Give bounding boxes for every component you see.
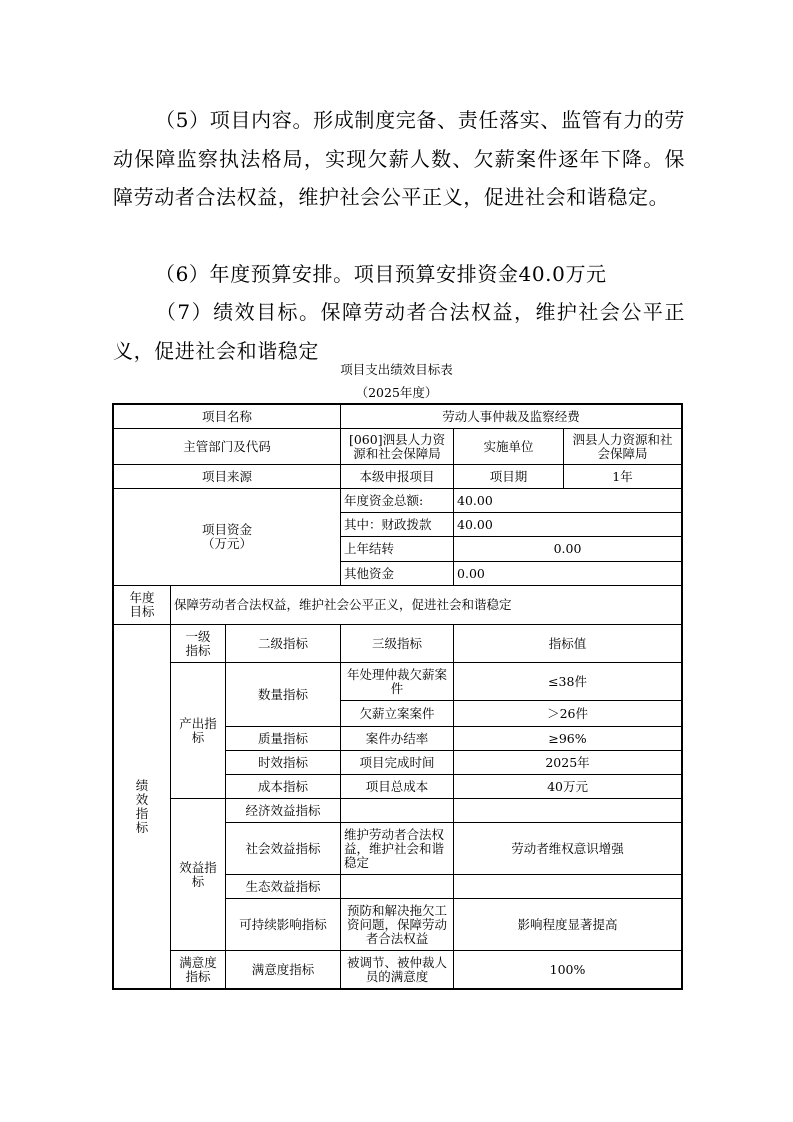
eco-indicator-label: 生态效益指标 [226, 875, 341, 899]
quantity-indicator-label: 数量指标 [226, 663, 341, 727]
timeliness-indicator-label: 时效指标 [226, 751, 341, 775]
timeliness-name: 项目完成时间 [341, 751, 454, 775]
satisfaction-value: 100% [454, 951, 682, 989]
table-row [114, 799, 682, 823]
impl-value: 泗县人力资源和社会保障局 [564, 429, 682, 465]
benefit-indicator-label: 效益指 标 [171, 799, 226, 951]
social-name: 维护劳动者合法权益，维护社会和谐稳定 [341, 823, 454, 875]
social-indicator-label: 社会效益指标 [226, 823, 341, 875]
source-value: 本级申报项目 [341, 465, 454, 489]
table-row [114, 465, 682, 489]
q2-name: 欠薪立案案件 [341, 701, 454, 727]
quality-value: ≥96% [454, 727, 682, 751]
funds-other-label: 其他资金 [341, 562, 454, 586]
social-value: 劳动者维权意识增强 [454, 823, 682, 875]
funds-total-label: 年度资金总额: [341, 489, 454, 513]
header-level2: 二级指标 [226, 625, 341, 663]
quality-name: 案件办结率 [341, 727, 454, 751]
sustain-value: 影响程度显著提高 [454, 899, 682, 951]
satisfaction-sub-label: 满意度指标 [226, 951, 341, 989]
header-level1: 一级 指标 [171, 625, 226, 663]
funds-carryover-label: 上年结转 [341, 537, 454, 562]
eco-name [341, 875, 454, 899]
cost-name: 项目总成本 [341, 775, 454, 799]
header-value: 指标值 [454, 625, 682, 663]
source-label: 项目来源 [114, 465, 341, 489]
table-title: 项目支出绩效目标表 [340, 362, 453, 377]
econ-indicator-label: 经济效益指标 [226, 799, 341, 823]
table-row [114, 663, 682, 701]
paragraph-project-content-text: （5）项目内容。形成制度完备、责任落实、监管有力的劳动保障监察执法格局，实现欠薪人数、欠薪案件逐年下降。保障劳动者合法权益，维护社会公平正义，促进社会和谐稳定。 [113, 108, 685, 209]
table-row [114, 625, 682, 663]
q1-name: 年处理仲裁欠薪案件 [341, 663, 454, 701]
satisfaction-indicator-label: 满意度 指标 [171, 951, 226, 989]
cost-indicator-label: 成本指标 [226, 775, 341, 799]
eco-value [454, 875, 682, 899]
q1-value: ≤38件 [454, 663, 682, 701]
project-name-label: 项目名称 [114, 405, 341, 429]
dept-value: [060]泗县人力资源和社会保障局 [341, 429, 454, 465]
paragraph-budget-text: （6）年度预算安排。项目预算安排资金40.0万元 [155, 262, 607, 286]
funds-total-value: 40.00 [454, 489, 682, 513]
satisfaction-name: 被调节、被仲裁人员的满意度 [341, 951, 454, 989]
funds-label: 项目资金 （万元） [114, 489, 341, 586]
output-indicator-label: 产出指 标 [171, 663, 226, 799]
sustain-indicator-label: 可持续影响指标 [226, 899, 341, 951]
funds-carryover-value: 0.00 [454, 537, 682, 562]
paragraph-performance-goal-text: （7）绩效目标。保障劳动者合法权益，维护社会公平正义，促进社会和谐稳定 [113, 300, 685, 363]
period-value: 1年 [564, 465, 682, 489]
funds-other-value: 0.00 [454, 562, 682, 586]
paragraph-budget [113, 255, 685, 294]
sustain-name: 预防和解决拖欠工资问题，保障劳动者合法权益 [341, 899, 454, 951]
econ-value [454, 799, 682, 823]
annual-goal-label: 年度 目标 [114, 586, 171, 625]
table-row [114, 429, 682, 465]
table-row [114, 951, 682, 989]
table-row [114, 586, 682, 625]
econ-name [341, 799, 454, 823]
quality-indicator-label: 质量指标 [226, 727, 341, 751]
impl-label: 实施单位 [454, 429, 564, 465]
funds-fiscal-label: 其中：财政拨款 [341, 513, 454, 537]
perf-indicator-label: 绩 效 指 标 [114, 625, 171, 989]
paragraph-performance-goal [113, 293, 685, 370]
q2-value: ＞26件 [454, 701, 682, 727]
annual-goal-value: 保障劳动者合法权益，维护社会公平正义，促进社会和谐稳定 [171, 586, 682, 625]
paragraph-project-content [113, 101, 685, 217]
project-name-value: 劳动人事仲裁及监察经费 [341, 405, 682, 429]
table-row [114, 489, 682, 513]
dept-label: 主管部门及代码 [114, 429, 341, 465]
performance-target-table [113, 404, 682, 989]
cost-value: 40万元 [454, 775, 682, 799]
table-year: （2025年度） [355, 385, 438, 400]
period-label: 项目期 [454, 465, 564, 489]
table-row [114, 405, 682, 429]
funds-fiscal-value: 40.00 [454, 513, 682, 537]
header-level3: 三级指标 [341, 625, 454, 663]
timeliness-value: 2025年 [454, 751, 682, 775]
